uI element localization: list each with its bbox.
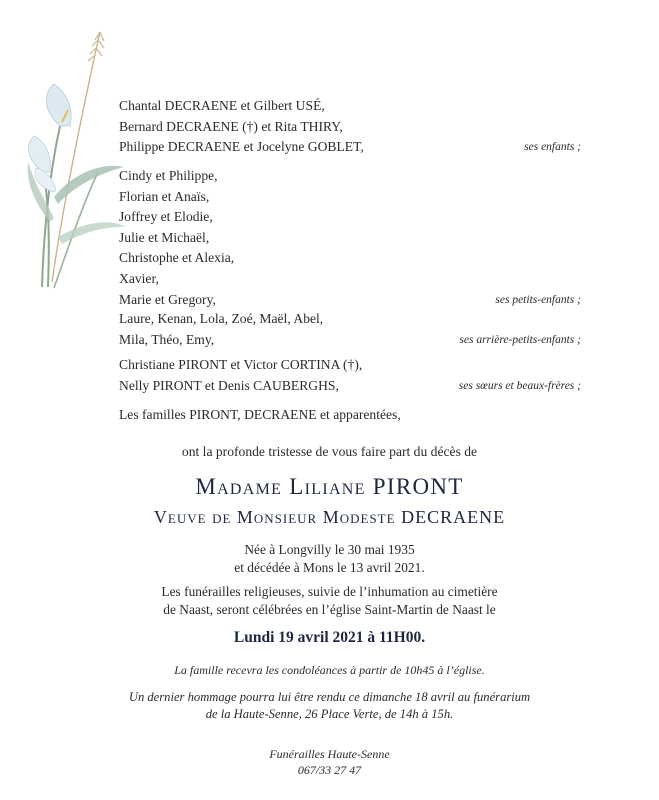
widow-of [0,507,659,528]
funeral-info [0,583,659,619]
undertaker-phone: 067/33 27 47 [297,763,362,777]
homage-note [0,689,659,723]
family-line: Julie et Michaël, [119,229,210,245]
widow-of-text: Veuve de Monsieur Modeste [153,507,402,527]
homage-line: de la Haute-Senne, 26 Place Verte, de 14h à 15h. [205,707,454,721]
relation-label: ses petits-enfants ; [495,293,581,306]
siblings-block [119,355,589,396]
undertaker-name: Funérailles Haute-Senne [269,747,390,761]
funeral-line: Les funérailles religieuses, suivie de l’inhumation au cimetière [161,584,498,599]
family-line-text: Mila, Théo, Emy, [119,331,215,347]
family-line [119,290,589,311]
family-line: Xavier, [119,270,159,286]
undertaker-info [0,746,659,778]
calla-lily-illustration [14,22,134,292]
relation-label: ses sœurs et beaux-frères ; [458,379,581,392]
relation-label: ses arrière-petits-enfants ; [459,333,581,346]
death-line: et décédée à Mons le 13 avril 2021. [234,560,425,575]
family-line-text: Nelly PIRONT et Denis CAUBERGHS, [119,377,339,393]
family-line: Chantal DECRAENE et Gilbert USÉ, [119,98,325,113]
family-line: Laure, Kenan, Lola, Zoé, Maël, Abel, [119,311,324,326]
family-line: Les familles PIRONT, DECRAENE et apparentées, [119,407,401,422]
family-line: Bernard DECRAENE (†) et Rita THIRY, [119,118,343,134]
family-line [119,330,589,351]
widow-of-last-name: DECRAENE [401,507,506,527]
children-block [119,96,589,158]
funeral-line: de Naast, seront célébrées en l’église Saint-Martin de Naast le [163,602,496,617]
family-line: Christophe et Alexia, [119,250,235,266]
intro-text: ont la profonde tristesse de vous faire part du décès de [181,444,478,459]
grandchildren-block [119,166,589,310]
family-line: Christiane PIRONT et Victor CORTINA (†), [119,357,363,372]
deceased-last-name: PIRONT [372,474,464,499]
life-dates [0,541,659,577]
ceremony-date: Lundi 19 avril 2021 à 11H00. [233,629,426,646]
family-line-text: Marie et Gregory, [119,291,216,307]
families-block [119,405,589,426]
family-line [119,376,589,397]
deceased-name [0,474,659,500]
family-line: Florian et Anaïs, [119,188,210,204]
family-line-text: Philippe DECRAENE et Jocelyne GOBLET, [119,139,364,155]
homage-line: Un dernier hommage pourra lui être rendu ce dimanche 18 avril au funérarium [128,690,531,704]
condolences-note: La famille recevra les condoléances à partir de 10h45 à l’église. [174,663,485,677]
family-line [119,137,589,158]
great-grandchildren-block [119,309,589,350]
family-line: Cindy et Philippe, [119,168,218,183]
birth-line: Née à Longvilly le 30 mai 1935 [244,542,415,557]
deceased-first-name: Madame Liliane [195,474,373,499]
relation-label: ses enfants ; [524,141,581,154]
family-line: Joffrey et Elodie, [119,209,213,225]
